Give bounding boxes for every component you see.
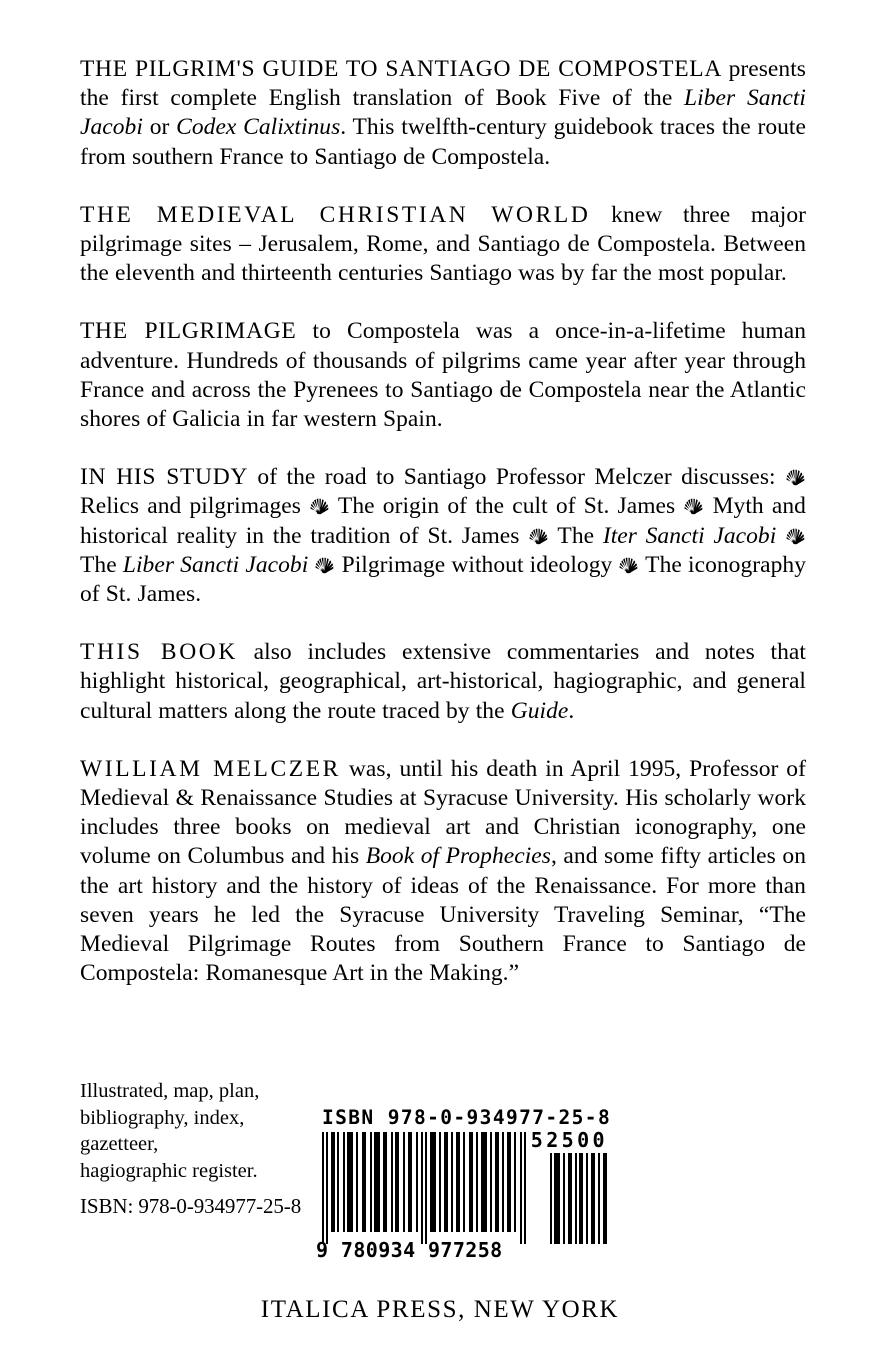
back-cover-text-column bbox=[80, 55, 806, 988]
isbn-barcode bbox=[310, 1106, 610, 1266]
paragraph-text-5a: also includes extensive commentaries and notes that highlight historical, geographical, art-historical, hagiographic, and general cultural matters along the route traced by the bbox=[80, 639, 806, 724]
bullet-item-3: Myth and historical reality in the tradition of St. James bbox=[80, 493, 806, 549]
paragraph-text-4a: of the road to Santiago Professor Melczer discusses: bbox=[248, 464, 776, 491]
title-iter-sancti-jacobi: Iter Sancti Jacobi bbox=[602, 522, 777, 549]
paragraph-text-5b: . bbox=[568, 697, 575, 724]
paragraph-text-3a: to Compostela was a once-in-a-lifetime human adventure. Hundreds of thousands of pilgrims came year after year through France and across the Pyrenees to Santiago de Compostela near the Atlantic shores of Galicia in far western Spain. bbox=[80, 318, 807, 433]
scallop-shell-icon bbox=[786, 469, 805, 486]
paragraph-text-2a: knew three major pilgrimage sites – Jerusalem, Rome, and Santiago de Compostela. Between the eleventh and thirteenth centuries Santiago was by far the most popular. bbox=[80, 201, 806, 287]
bullet-item-7: The iconography of St. James. bbox=[80, 551, 807, 608]
colophon-block bbox=[80, 1078, 325, 1220]
paragraph-text-6b: , and some fifty articles on the art history and the history of ideas of the Renaissance. For more than seven years he led the Syracuse University Traveling Seminar, “The Medieval Pilgrimage Routes from Southern France to Santiago de Compostela: Romanesque Art in the Making.” bbox=[80, 843, 806, 987]
bullet-item-6: Pilgrimage without ideology bbox=[335, 551, 619, 578]
paragraph-text-6a: was, until his death in April 1995, Professor of Medieval & Renaissance Studies at Syracuse University. His scholarly work includes three books on medieval art and Christian iconography, one volume on Columbus and his bbox=[80, 755, 806, 870]
colophon-line-2: bibliography, index, bbox=[80, 1106, 245, 1129]
leadin-pilgrims-guide: THE PILGRIM'S GUIDE TO SANTIAGO DE COMPOSTELA bbox=[80, 56, 722, 82]
colophon-line-1: Illustrated, map, plan, bbox=[80, 1080, 260, 1102]
title-liber-sancti-jacobi-2: Liber Sancti Jacobi bbox=[122, 551, 309, 578]
barcode-bottom-digits: 9 780934 977258 bbox=[316, 1238, 503, 1262]
bullet-item-1: Relics and pilgrimages bbox=[80, 493, 310, 520]
paragraph-this-book bbox=[80, 638, 806, 726]
barcode-main-bars bbox=[322, 1132, 534, 1244]
scallop-shell-icon bbox=[315, 557, 334, 574]
back-cover-bottom-block bbox=[0, 1078, 880, 1278]
paragraph-author-bio bbox=[80, 755, 806, 989]
barcode-isbn-caption: ISBN 978-0-934977-25-8 bbox=[322, 1106, 612, 1129]
paragraph-pilgrims-guide bbox=[80, 55, 806, 172]
paragraph-text-1c: . This twelfth-century guidebook traces the route from southern France to Santiago de Compostela. bbox=[80, 114, 806, 170]
paragraph-medieval-christian-world bbox=[80, 201, 806, 289]
leadin-author-name: WILLIAM MELCZER bbox=[80, 755, 341, 782]
leadin-this-book: THIS BOOK bbox=[80, 639, 238, 666]
scallop-shell-icon bbox=[619, 557, 638, 574]
scallop-shell-icon bbox=[529, 528, 548, 545]
leadin-in-his-study: IN HIS STUDY bbox=[80, 464, 249, 491]
publisher-imprint: ITALICA PRESS, NEW YORK bbox=[260, 1296, 620, 1323]
title-liber-sancti-jacobi: Liber Sancti Jacobi bbox=[80, 85, 806, 141]
bullet-spacer-1 bbox=[776, 523, 785, 549]
title-codex-calixtinus: Codex Calixtinus bbox=[176, 114, 341, 141]
title-guide: Guide bbox=[510, 697, 569, 724]
colophon-line-3: gazetteer, bbox=[80, 1133, 159, 1155]
bullet-item-5-prefix: The bbox=[80, 551, 123, 578]
leadin-pilgrimage: THE PILGRIMAGE bbox=[80, 318, 297, 345]
barcode-addon-digits: 52500 bbox=[530, 1128, 608, 1152]
colophon-isbn: ISBN: 978-0-934977-25-8 bbox=[80, 1194, 302, 1218]
paragraph-text-1a: presents the first complete English translation of Book Five of the bbox=[80, 56, 806, 112]
scallop-shell-icon bbox=[684, 498, 703, 515]
paragraph-text-1b: or bbox=[142, 114, 177, 141]
colophon-line-4: hagiographic register. bbox=[80, 1159, 258, 1182]
bullet-spacer-2 bbox=[308, 552, 314, 578]
scallop-shell-icon bbox=[310, 498, 329, 515]
paragraph-in-his-study bbox=[80, 463, 806, 609]
bullet-item-2: The origin of the cult of St. James bbox=[330, 493, 684, 520]
title-book-of-prophecies: Book of Prophecies bbox=[365, 843, 551, 870]
leadin-medieval-christian-world: THE MEDIEVAL CHRISTIAN WORLD bbox=[80, 201, 591, 228]
bullet-item-4-prefix: The bbox=[549, 522, 603, 549]
paragraph-pilgrimage bbox=[80, 317, 806, 434]
scallop-shell-icon bbox=[786, 528, 805, 545]
barcode-addon-bars bbox=[550, 1153, 608, 1244]
